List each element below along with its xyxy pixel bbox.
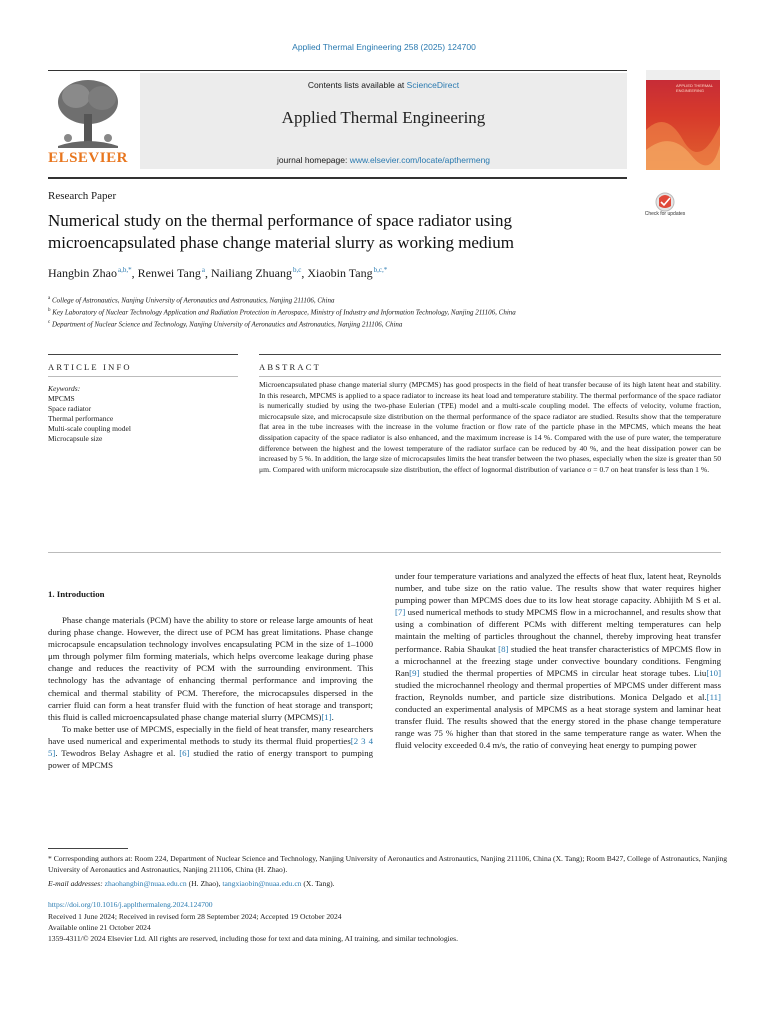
text-run: Phase change materials (PCM) have the ability to store or release large amounts of heat during phase change. However, the direct use of PCM has great limitations. Phase change microcapsule encapsulation technology involves encapsulating PCM in the size of 1–1000 μm through polymer film forming materials, which helps overcome leakage during phase change and reduces the reactivity of PCM with the surrounding environment. This technology has the advantage of enhancing thermal performance and improving the chemical and thermal stability of PCM. Therefore, the microcapsules dispersed in the carrier fluid can form a heat transfer fluid with the function of heat storage and transport; this fluid is called microencapsulated phase change material slurry (MPCMS): [48, 615, 373, 722]
affil-mark: c: [48, 320, 51, 325]
abstract-heading: ABSTRACT: [259, 362, 321, 372]
title-line-2: microencapsulated phase change material slurry as working medium: [48, 233, 514, 252]
footnote-rule: [48, 848, 128, 849]
author-sep: ,: [131, 266, 138, 280]
text-run: under four temperature variations and analyzed the effects of heat flux, latent heat, Reynolds number, and tube size on the ratio value. The results show that water requires higher pumping power than MPCMS does due to its low heat storage capacity. Abhijith M S et al.: [395, 571, 721, 606]
affil-text: Department of Nuclear Science and Technology, Nanjing University of Aeronautics and Astronautics, Nanjing 211106, China: [51, 320, 403, 329]
citation-link[interactable]: [2 3 4 5]: [48, 735, 373, 759]
abstract-end-rule: [48, 552, 721, 553]
affil-text: Key Laboratory of Nuclear Technology Application and Radiation Protection in Aerospace, Ministry of Industry and Information Technology, Nanjing 211106, China: [52, 308, 516, 317]
abstract-rule: [259, 354, 721, 355]
keyword: Space radiator: [48, 404, 92, 413]
author-list: [48, 266, 648, 281]
contents-line: [140, 80, 627, 90]
author-sup: a,b,*: [118, 266, 132, 274]
author-sup: b,c: [293, 266, 302, 274]
elsevier-wordmark: ELSEVIER: [48, 150, 128, 166]
keyword: Microcapsule size: [48, 434, 103, 443]
email-link[interactable]: tangxiaobin@nuaa.edu.cn: [222, 879, 302, 888]
article-info-heading: ARTICLE INFO: [48, 362, 132, 372]
body-column-right: [395, 570, 721, 751]
doi-link[interactable]: https://doi.org/10.1016/j.applthermaleng.2024.124700: [48, 900, 213, 909]
check-for-updates-icon[interactable]: [646, 192, 684, 228]
header-rule-bottom: [48, 177, 627, 179]
author-name: Renwei Tang: [137, 266, 201, 280]
contents-prefix: Contents lists available at: [307, 80, 407, 90]
affil-mark: b: [48, 308, 51, 313]
homepage-link[interactable]: www.elsevier.com/locate/apthermeng: [349, 155, 491, 165]
affiliation-a: [48, 296, 728, 304]
author[interactable]: [211, 266, 307, 280]
text-run: .: [331, 711, 334, 722]
title-line-1: Numerical study on the thermal performance of space radiator using: [48, 211, 513, 230]
keywords-label: Keywords:: [48, 384, 81, 393]
intro-paragraph-2: [48, 723, 373, 771]
author[interactable]: [48, 266, 138, 280]
keyword-list: [48, 394, 131, 444]
text-run: studied the ratio of energy transport to pumping power of MPCMS: [48, 748, 374, 771]
text-run: studied the thermal properties of MPCMS in circular heat storage tubes. Liu: [419, 667, 707, 678]
citation-link[interactable]: [9]: [409, 667, 420, 678]
journal-title: Applied Thermal Engineering: [281, 108, 486, 127]
body-column-left: [48, 614, 373, 771]
online-date: Available online 21 October 2024: [48, 923, 151, 932]
article-title: [48, 210, 618, 254]
citation-link[interactable]: [10]: [706, 667, 721, 678]
author-name: Xiaobin Tang: [307, 266, 373, 280]
author[interactable]: [307, 266, 387, 280]
journal-reference[interactable]: Applied Thermal Engineering 258 (2025) 124700: [292, 42, 476, 52]
homepage-prefix: journal homepage:: [276, 155, 350, 165]
affiliation-b: [48, 308, 728, 316]
author-name: Nailiang Zhuang: [211, 266, 292, 280]
text-run: used numerical methods to study MPCMS flow in a microchannel, and results show that using a combination of different PCMs with different melting temperatures can help maintain the melting of particles throughout the channel, thereby improving heat transfer performance. Rabia Shaukat: [395, 607, 721, 654]
keyword: Thermal performance: [48, 414, 114, 423]
citation-link[interactable]: [1]: [321, 711, 332, 722]
author[interactable]: [138, 266, 211, 280]
cover-pattern-icon: [646, 70, 720, 170]
email-line: [48, 878, 728, 889]
affil-mark: a: [48, 296, 51, 301]
journal-cover-image[interactable]: [646, 70, 720, 170]
keyword: MPCMS: [48, 394, 75, 403]
received-dates: Received 1 June 2024; Received in revised form 28 September 2024; Accepted 19 October 2024: [48, 912, 342, 921]
citation-link[interactable]: [11]: [706, 691, 721, 702]
affil-text: College of Astronautics, Nanjing University of Aeronautics and Astronautics, Nanjing 211106, China: [51, 296, 335, 305]
paper-type: Research Paper: [48, 190, 117, 202]
keyword: Multi-scale coupling model: [48, 424, 131, 433]
affiliation-c: [48, 320, 728, 328]
citation-link[interactable]: [8]: [498, 643, 509, 654]
intro-paragraph-1: [48, 614, 373, 723]
author-name: Hangbin Zhao: [48, 266, 117, 280]
check-for-updates-label: Check for updates: [644, 211, 686, 217]
abstract-text: Microencapsulated phase change material slurry (MPCMS) has good prospects in the field of heat transfer because of its high latent heat and stability. In this research, MPCMS is applied to a space radiator to increase its heat load and temperature stability. The thermal performance of the space radiator is numerically studied by using the two-phase Eulerian (TPE) model and a multi-scale coupling model. The effects of velocity, volume fraction, microcapsule size, and microcapsule size distribution on the thermal performance of the space radiator are studied. Results show that the temperature flat area in the tube increases with the increase in the volume fraction or flow rate of the particle phase in the MPCMS, which means the heat dissipation capacity of the space radiator is also enhanced, and the maximum increase is 14 %. Compared with the use of pure water, the temperature difference between the highest and the lowest temperature of the radiator surface can be reduced by 40 %, and the heat dissipation power can be increased by 5 %. In addition, the large size of microcapsules limits the heat transfer between the two phases, especially when the size is greater than 50 μm. Compared with uniform microcapsule size distribution, the effect of lognormal distribution of variance σ = 0.7 on heat transfer is less than 1 %.: [259, 380, 721, 474]
author-sup: a: [201, 266, 205, 274]
text-run: studied the microchannel rheology and thermal properties of MPCMS under different mass fraction, Reynolds number, and particle size distributions. Monica Delgado et al.: [395, 679, 721, 702]
sciencedirect-link[interactable]: ScienceDirect: [406, 80, 460, 90]
text-run: To make better use of MPCMS, especially in the field of heat transfer, many researchers have used numerical and experimental methods to study its thermal fluid properties: [48, 723, 373, 746]
citation-link[interactable]: [6]: [179, 748, 190, 759]
header-rule-top: [48, 70, 627, 71]
cover-title: APPLIED THERMAL ENGINEERING: [676, 83, 713, 93]
corresponding-author-note: * Corresponding authors at: Room 224, Department of Nuclear Science and Technology, Nanjing University of Aeronautics and Astronautics, Nanjing 211106, China (X. Tang); Room B427, College of Astronautics, Nanjing University of Aeronautics and Astronautics, Nanjing 211106, China (H. Zhao).: [48, 854, 728, 874]
article-info-subrule: [48, 376, 238, 377]
author-sep: ,: [205, 266, 211, 280]
text-run: . Tewodros Belay Ashagre et al.: [55, 748, 180, 759]
email-label: E-mail addresses:: [48, 879, 105, 888]
citation-link[interactable]: [7]: [395, 607, 406, 618]
author-sup: b,c,*: [373, 266, 388, 274]
email-link[interactable]: zhaohangbin@nuaa.edu.cn: [104, 879, 187, 888]
abstract-subrule: [259, 376, 721, 377]
article-info-rule: [48, 354, 238, 355]
introduction-heading: 1. Introduction: [48, 589, 105, 599]
intro-paragraph-continued: [395, 570, 721, 751]
copyright-line: 1359-4311/© 2024 Elsevier Ltd. All rights are reserved, including those for text and data mining, AI training, and similar technologies.: [48, 934, 458, 943]
text-run: studied the heat transfer characteristics of MPCMS flow in a microchannel at the freezing stage under convective boundary conditions. Fengming Ran: [395, 643, 721, 678]
email-owner: (X. Tang).: [301, 879, 335, 888]
email-owner: (H. Zhao),: [186, 879, 223, 888]
text-run: conducted an experimental analysis of MPCMS as a heat storage system and laminar heat transfer fluid. The results showed that the energy stored in the phase change temperature range was 75 % higher than that stored in the same temperature range as water. When the fluid velocity exceeded 0.4 m/s, the ratio of conveying heat energy to pumping power: [395, 704, 721, 751]
author-sep: ,: [301, 266, 308, 280]
journal-homepage: [140, 155, 627, 165]
